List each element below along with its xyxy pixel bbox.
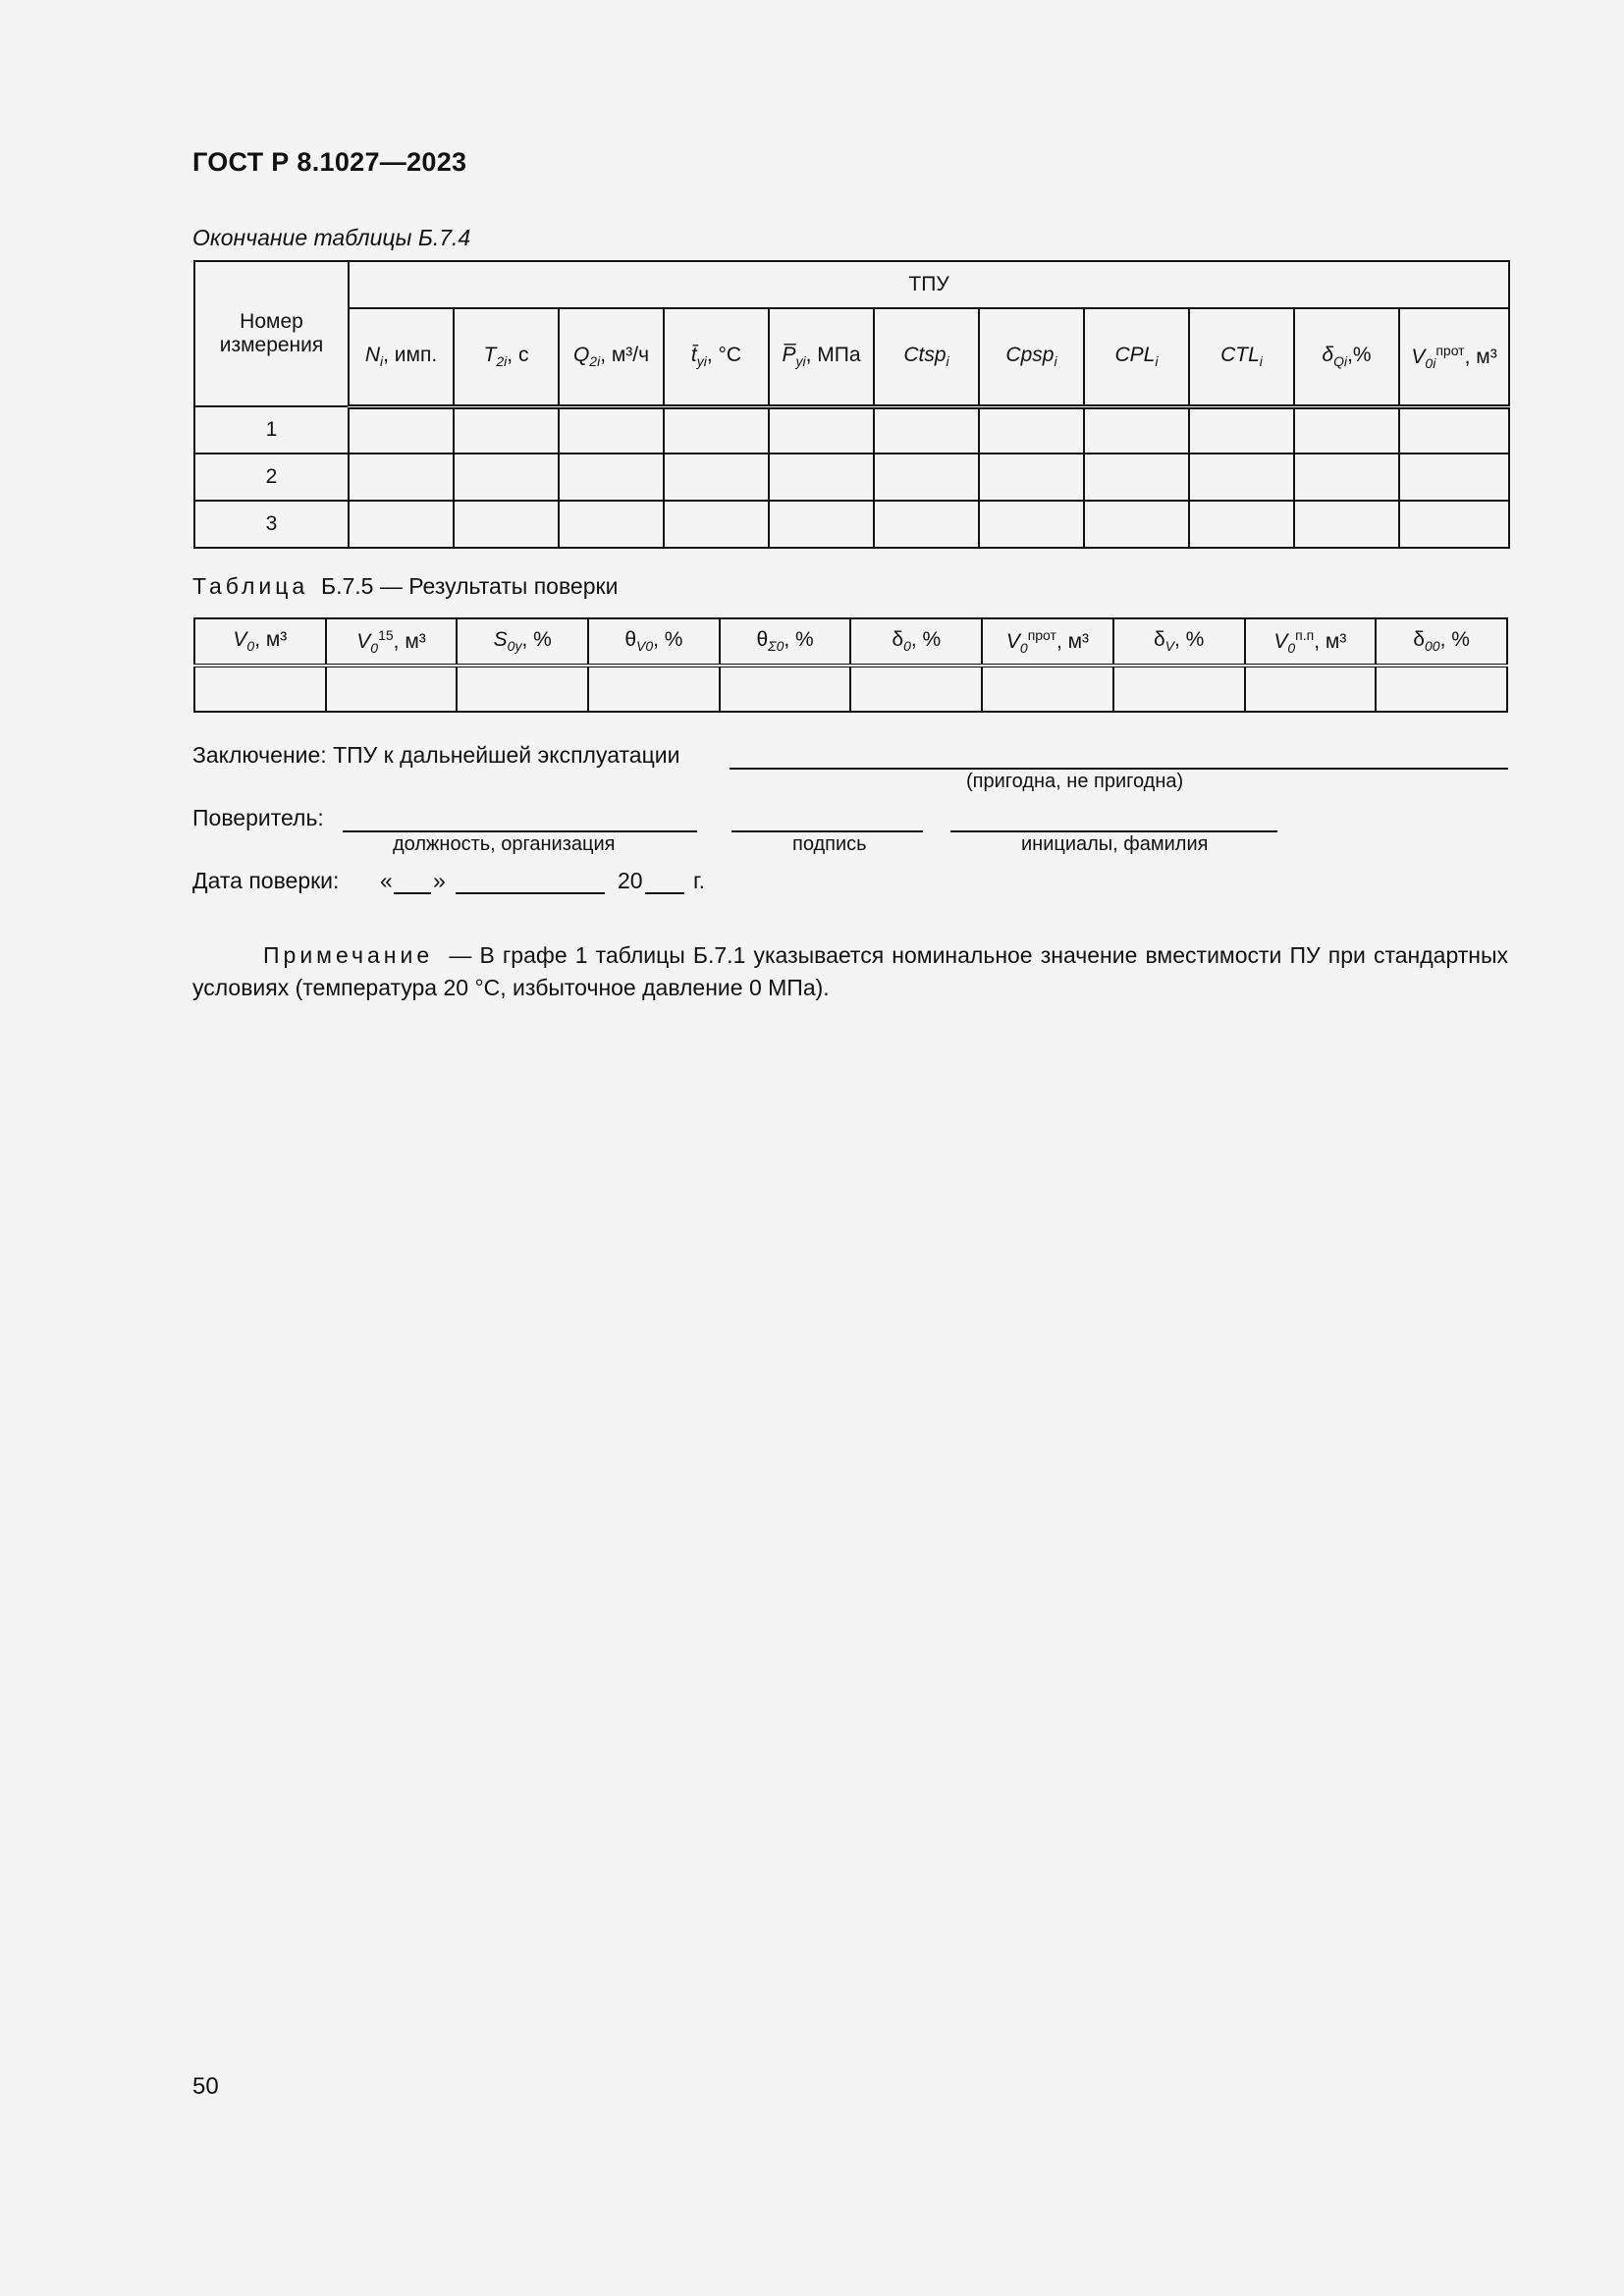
name-hint: инициалы, фамилия: [1021, 833, 1209, 855]
column-subscript: 0: [903, 638, 911, 655]
table-b75-label: Таблица: [192, 573, 309, 599]
column-unit: , имп.: [383, 344, 438, 367]
column-subscript: i: [1054, 353, 1057, 370]
day-line[interactable]: [394, 892, 431, 894]
column-subscript: yi: [795, 353, 806, 370]
table-cell[interactable]: [1399, 406, 1509, 454]
table-cell[interactable]: [1189, 501, 1294, 548]
column-symbol: V: [1273, 629, 1288, 653]
column-unit: , °С: [706, 344, 742, 367]
column-unit: , м³: [1464, 345, 1497, 368]
table-b74-column-header: [874, 308, 979, 406]
page-number: 50: [192, 2073, 219, 2100]
row-number-cell: [194, 454, 349, 501]
table-cell[interactable]: [1084, 454, 1189, 501]
table-cell[interactable]: [664, 501, 769, 548]
table-b74-column-header: [349, 308, 454, 406]
table-cell[interactable]: [874, 501, 979, 548]
table-cell[interactable]: [769, 501, 874, 548]
note-label: Примечание: [263, 942, 434, 968]
column-subscript: 0y: [507, 638, 522, 655]
column-symbol: V: [1411, 345, 1426, 368]
group-header-cell: [349, 261, 1509, 308]
table-cell[interactable]: [769, 454, 874, 501]
table-b75: [193, 617, 1508, 713]
table-b75-column-header: [326, 618, 458, 666]
table-b75-column-header: [194, 618, 326, 666]
column-unit: , с: [507, 344, 529, 367]
position-hint: должность, организация: [393, 833, 616, 855]
table-row: [194, 406, 1509, 454]
column-subscript: 0: [1287, 640, 1296, 657]
column-subscript: 2i: [589, 353, 601, 370]
column-superscript: прот: [1435, 342, 1465, 358]
table-b74-column-header: [769, 308, 874, 406]
column-symbol: V: [1005, 629, 1020, 653]
table-b74-column-header: [454, 308, 559, 406]
column-symbol: θ: [624, 628, 637, 652]
table-cell[interactable]: [559, 406, 664, 454]
position-line[interactable]: [343, 830, 697, 832]
table-cell[interactable]: [1294, 454, 1399, 501]
column-symbol: δ: [1153, 628, 1165, 652]
column-subscript: i: [380, 353, 384, 370]
table-cell[interactable]: [349, 454, 454, 501]
column-unit: , МПа: [805, 344, 861, 367]
column-subscript: 0i: [1425, 354, 1436, 371]
table-cell[interactable]: [349, 406, 454, 454]
table-b75-column-header: [457, 618, 588, 666]
table-b74: [193, 260, 1510, 549]
year-line[interactable]: [645, 892, 684, 894]
signature-hint: подпись: [792, 833, 867, 855]
table-b74-column-header: [1399, 308, 1509, 406]
column-symbol: CPL: [1114, 344, 1156, 367]
table-row: [194, 501, 1509, 548]
row-header-cell: [194, 261, 349, 406]
table-b75-column-header: [982, 618, 1113, 666]
table-cell[interactable]: [559, 501, 664, 548]
table-cell[interactable]: [588, 666, 720, 712]
table-b74-column-header: [1189, 308, 1294, 406]
month-line[interactable]: [456, 892, 605, 894]
signature-line[interactable]: [731, 830, 923, 832]
table-b75-column-header: [1376, 618, 1507, 666]
table-cell[interactable]: [1294, 406, 1399, 454]
date-label: Дата поверки:: [192, 868, 340, 893]
column-subscript: yi: [696, 353, 707, 370]
date-open-quote: «: [380, 868, 393, 893]
column-subscript: 0: [246, 638, 255, 655]
column-unit: , м³: [1056, 629, 1090, 653]
row-number: 3: [265, 511, 278, 535]
table-b75-column-header: [850, 618, 982, 666]
table-cell[interactable]: [454, 454, 559, 501]
table-b74-column-header: [1294, 308, 1399, 406]
column-unit: , %: [1439, 628, 1470, 652]
table-cell[interactable]: [720, 666, 851, 712]
table-b74-caption: Окончание таблицы Б.7.4: [192, 225, 471, 250]
table-cell[interactable]: [194, 666, 326, 712]
column-subscript: 0: [1019, 640, 1028, 657]
column-subscript: 0: [370, 640, 379, 657]
table-cell[interactable]: [1294, 501, 1399, 548]
table-cell[interactable]: [457, 666, 588, 712]
table-cell[interactable]: [1084, 501, 1189, 548]
column-symbol: Cpsp: [1005, 344, 1055, 367]
column-unit: ,%: [1347, 344, 1372, 367]
column-symbol: θ: [756, 628, 769, 652]
table-b75-caption: [192, 573, 618, 600]
column-symbol: CTL: [1220, 344, 1260, 367]
table-b75-title: Б.7.5 — Результаты поверки: [320, 573, 619, 599]
row-number: 2: [265, 464, 278, 488]
standard-title: ГОСТ Р 8.1027—2023: [192, 147, 467, 177]
row-number: 1: [265, 417, 278, 441]
table-cell[interactable]: [1113, 666, 1245, 712]
column-unit: , %: [1174, 628, 1205, 652]
table-b75-column-header: [1113, 618, 1245, 666]
column-symbol: S: [493, 628, 508, 652]
column-symbol: δ: [1322, 344, 1334, 367]
column-unit: , %: [521, 628, 552, 652]
table-cell[interactable]: [559, 454, 664, 501]
note: [192, 939, 1508, 1004]
column-symbol: δ: [1413, 628, 1425, 652]
table-row: [194, 454, 1509, 501]
column-unit: , %: [784, 628, 814, 652]
table-b74-column-header: [979, 308, 1084, 406]
table-cell[interactable]: [454, 501, 559, 548]
column-symbol: N: [364, 344, 380, 367]
conclusion-label: Заключение: ТПУ к дальнейшей эксплуатации: [192, 742, 680, 768]
column-subscript: 2i: [496, 353, 508, 370]
table-cell[interactable]: [982, 666, 1113, 712]
column-unit: , %: [653, 628, 683, 652]
row-number-cell: [194, 406, 349, 454]
table-cell[interactable]: [349, 501, 454, 548]
group-header: ТПУ: [908, 272, 949, 295]
column-subscript: V0: [636, 638, 654, 655]
row-number-cell: [194, 501, 349, 548]
table-b74-column-header: [1084, 308, 1189, 406]
column-symbol: V: [356, 629, 371, 653]
table-cell[interactable]: [1399, 501, 1509, 548]
column-unit: , м³/ч: [600, 344, 650, 367]
column-subscript: i: [1259, 353, 1263, 370]
table-cell[interactable]: [326, 666, 458, 712]
table-cell[interactable]: [1376, 666, 1507, 712]
table-b74-column-header: [559, 308, 664, 406]
name-line[interactable]: [950, 830, 1277, 832]
table-cell[interactable]: [664, 454, 769, 501]
column-unit: , м³: [254, 628, 288, 652]
table-cell[interactable]: [1084, 406, 1189, 454]
year-prefix: 20: [618, 868, 643, 893]
column-symbol: Ctsp: [903, 344, 947, 367]
conclusion-hint: (пригодна, не пригодна): [966, 771, 1184, 792]
table-cell[interactable]: [1245, 666, 1377, 712]
conclusion-line[interactable]: [730, 768, 1508, 770]
note-text: — В графе 1 таблицы Б.7.1 указывается номинальное значение вместимости ПУ при стандартных условиях (температура 20 °С, избыточное давление 0 МПа).: [192, 942, 1508, 1000]
year-suffix: г.: [693, 868, 705, 893]
table-cell[interactable]: [874, 454, 979, 501]
table-cell[interactable]: [1189, 454, 1294, 501]
column-subscript: Σ0: [768, 638, 785, 655]
table-b74-column-header: [664, 308, 769, 406]
column-symbol: V: [233, 628, 247, 652]
table-cell[interactable]: [664, 406, 769, 454]
column-subscript: 00: [1424, 638, 1440, 655]
verifier-label: Поверитель:: [192, 805, 324, 830]
table-b75-column-header: [720, 618, 851, 666]
column-superscript: п.п: [1295, 626, 1315, 643]
table-cell[interactable]: [454, 406, 559, 454]
column-subscript: Qi: [1333, 353, 1348, 370]
column-subscript: i: [946, 353, 949, 370]
column-symbol: Q: [572, 344, 590, 367]
column-unit: , м³: [393, 629, 426, 653]
table-cell[interactable]: [979, 406, 1084, 454]
column-subscript: i: [1155, 353, 1159, 370]
table-b75-column-header: [1245, 618, 1377, 666]
table-cell[interactable]: [979, 501, 1084, 548]
column-subscript: V: [1164, 638, 1174, 655]
column-superscript: 15: [378, 626, 394, 643]
column-unit: , %: [910, 628, 942, 652]
table-cell[interactable]: [850, 666, 982, 712]
column-unit: , м³: [1314, 629, 1347, 653]
column-symbol: P̅: [782, 344, 796, 367]
column-symbol: T: [483, 344, 497, 367]
date-close-quote: »: [433, 868, 446, 893]
table-cell[interactable]: [874, 406, 979, 454]
row-header: Номер измерения: [219, 309, 324, 356]
table-cell[interactable]: [979, 454, 1084, 501]
table-cell[interactable]: [769, 406, 874, 454]
column-symbol: δ: [892, 628, 904, 652]
column-symbol: t̄: [690, 344, 697, 367]
column-superscript: прот: [1027, 626, 1056, 643]
table-cell[interactable]: [1399, 454, 1509, 501]
table-cell[interactable]: [1189, 406, 1294, 454]
table-b75-column-header: [588, 618, 720, 666]
